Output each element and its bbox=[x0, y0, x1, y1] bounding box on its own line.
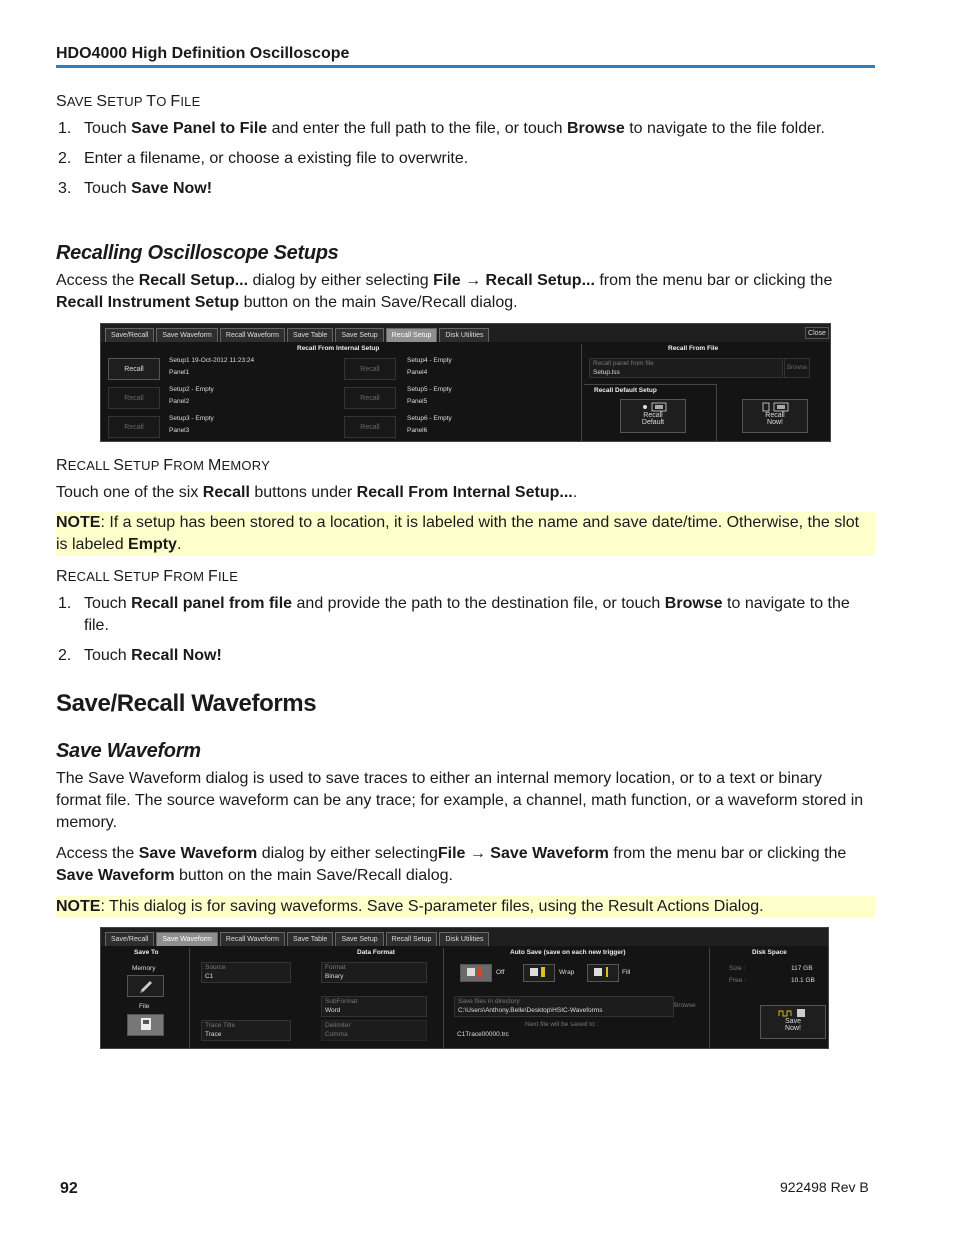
field-label: Trace Title bbox=[205, 1022, 236, 1029]
divider bbox=[189, 948, 190, 1048]
tab-bar bbox=[101, 324, 830, 342]
auto-save-header: Auto Save (save on each new trigger) bbox=[510, 949, 626, 956]
document-revision: 922498 Rev B bbox=[780, 1179, 869, 1195]
setup3-title: Setup3 - Empty bbox=[169, 415, 214, 422]
tab-save-table[interactable]: Save Table bbox=[287, 932, 334, 946]
tab-save-waveform[interactable]: Save Waveform bbox=[156, 932, 218, 946]
header-rule bbox=[56, 65, 875, 68]
source-field[interactable] bbox=[201, 962, 291, 983]
disk-space-header: Disk Space bbox=[752, 949, 787, 956]
save-now-icon bbox=[761, 1008, 825, 1018]
recall-button-6[interactable]: Recall bbox=[344, 416, 396, 438]
divider bbox=[709, 948, 710, 1048]
file-header: Recall From File bbox=[668, 345, 719, 352]
close-button[interactable]: Close bbox=[805, 327, 829, 339]
field-value: Word bbox=[325, 1007, 341, 1014]
directory-field[interactable] bbox=[454, 996, 674, 1017]
off-label: Off bbox=[496, 969, 505, 976]
field-value: C1 bbox=[205, 973, 214, 980]
setup4-title: Setup4 - Empty bbox=[407, 357, 452, 364]
recall-default-label-1: Recall bbox=[643, 412, 663, 419]
divider bbox=[443, 948, 444, 1048]
auto-save-fill-icon bbox=[591, 965, 615, 979]
save-file-icon bbox=[136, 1015, 156, 1033]
field-label: Format bbox=[325, 964, 346, 971]
setup1-panel: Panel1 bbox=[169, 369, 190, 376]
tab-save-waveform[interactable]: Save Waveform bbox=[156, 328, 218, 342]
setup1-title: Setup1 19-Oct-2012 11:23:24 bbox=[169, 357, 255, 364]
save-to-header: Save To bbox=[134, 949, 159, 956]
fill-label: Fill bbox=[622, 969, 631, 976]
heading-save-recall-waveforms: Save/Recall Waveforms bbox=[56, 690, 317, 717]
field-label: Source bbox=[205, 964, 226, 971]
recall-button-5[interactable]: Recall bbox=[344, 387, 396, 409]
heading-save-setup-to-file: SAVE SETUP TO FILE bbox=[56, 93, 201, 110]
setup5-title: Setup5 - Empty bbox=[407, 386, 452, 393]
save-waveform-dialog bbox=[100, 927, 829, 1049]
list-item: 1. Touch Save Panel to File and enter the full path to the file, or touch Browse to navigate to the file folder. bbox=[58, 120, 825, 137]
auto-save-off-icon bbox=[464, 965, 488, 979]
recall-setup-dialog bbox=[100, 323, 831, 442]
field-value: Setup.lss bbox=[593, 369, 620, 376]
divider bbox=[581, 344, 582, 441]
recall-default-label-2: Default bbox=[641, 419, 665, 426]
recall-default-button[interactable] bbox=[620, 399, 686, 433]
recall-now-label-1: Recall bbox=[765, 412, 785, 419]
tab-save-recall[interactable]: Save/Recall bbox=[105, 328, 154, 342]
tab-save-table[interactable]: Save Table bbox=[287, 328, 334, 342]
format-field[interactable] bbox=[321, 962, 427, 983]
field-value: Binary bbox=[325, 973, 344, 980]
size-label: Size : bbox=[729, 965, 746, 972]
recall-file-steps bbox=[56, 593, 866, 675]
recall-memory-paragraph: Touch one of the six Recall buttons under Recall From Internal Setup.... bbox=[56, 484, 578, 501]
recall-button-2[interactable]: Recall bbox=[108, 387, 160, 409]
setup2-title: Setup2 - Empty bbox=[169, 386, 214, 393]
auto-save-fill-button[interactable] bbox=[587, 964, 619, 982]
tab-save-setup[interactable]: Save Setup bbox=[335, 932, 383, 946]
heading-recall-from-memory: RECALL SETUP FROM MEMORY bbox=[56, 457, 270, 474]
setup4-panel: Panel4 bbox=[407, 369, 428, 376]
wrap-label: Wrap bbox=[559, 969, 575, 976]
next-file-value: C1Trace00000.trc bbox=[457, 1031, 509, 1038]
tab-recall-setup[interactable]: Recall Setup bbox=[386, 932, 438, 946]
tab-save-setup[interactable]: Save Setup bbox=[335, 328, 383, 342]
recall-now-label-2: Now! bbox=[767, 419, 783, 426]
page-number: 92 bbox=[60, 1180, 78, 1197]
field-label: Delimiter bbox=[325, 1022, 351, 1029]
setup6-title: Setup6 - Empty bbox=[407, 415, 452, 422]
field-value: C:\Users\Anthony.Belle\Desktop\HSIC-Waveforms bbox=[458, 1007, 603, 1014]
save-waveform-paragraph-2: Access the Save Waveform dialog by either selectingFile → Save Waveform from the menu bar or clicking the Save Waveform button on the main Save/Recall dialog. bbox=[56, 845, 847, 884]
field-value: Trace bbox=[205, 1031, 222, 1038]
save-setup-steps bbox=[56, 118, 846, 208]
save-now-label-1: Save bbox=[785, 1018, 801, 1025]
setup2-panel: Panel2 bbox=[169, 398, 190, 405]
save-waveform-paragraph-1: The Save Waveform dialog is used to save traces to either an internal memory location, or to a text or binary format file. The source waveform can be any trace; for example, a channel, math function, or a waveform stored in memory. bbox=[56, 770, 864, 831]
pencil-icon bbox=[136, 976, 156, 994]
field-label: SubFormat bbox=[325, 998, 358, 1005]
recall-default-icon bbox=[621, 402, 685, 412]
list-item: 1. Touch Recall panel from file and provide the path to the destination file, or touch Browse to navigate to the file. bbox=[58, 595, 850, 634]
browse-button[interactable]: Browse bbox=[784, 358, 810, 378]
tab-disk-utilities[interactable]: Disk Utilities bbox=[439, 932, 489, 946]
list-item: 2. Touch Recall Now! bbox=[58, 647, 222, 664]
save-now-label-2: Now! bbox=[785, 1025, 801, 1032]
divider bbox=[584, 384, 716, 385]
running-header: HDO4000 High Definition Oscilloscope bbox=[56, 45, 350, 62]
heading-recalling-setups: Recalling Oscilloscope Setups bbox=[56, 242, 339, 264]
tab-recall-waveform[interactable]: Recall Waveform bbox=[220, 328, 285, 342]
recall-now-button[interactable] bbox=[742, 399, 808, 433]
tab-recall-setup[interactable]: Recall Setup bbox=[386, 328, 438, 342]
trace-title-field[interactable] bbox=[201, 1020, 291, 1041]
file-label: File bbox=[139, 1003, 150, 1010]
save-now-button[interactable] bbox=[760, 1005, 826, 1039]
field-label: Save files in directory bbox=[458, 998, 520, 1005]
subformat-field[interactable] bbox=[321, 996, 427, 1017]
auto-save-off-button[interactable] bbox=[460, 964, 492, 982]
recall-button-4[interactable]: Recall bbox=[344, 358, 396, 380]
recall-panel-from-file-field[interactable] bbox=[589, 358, 783, 378]
auto-save-wrap-icon bbox=[527, 965, 551, 979]
tab-save-recall[interactable]: Save/Recall bbox=[105, 932, 154, 946]
divider bbox=[716, 384, 717, 441]
tab-bar bbox=[101, 928, 828, 946]
list-item: 3. Touch Save Now! bbox=[58, 180, 213, 197]
note-s-parameter: NOTE: This dialog is for saving waveforms. Save S-parameter files, using the Result Actions Dialog. bbox=[56, 896, 875, 918]
recall-button-3[interactable]: Recall bbox=[108, 416, 160, 438]
default-setup-header: Recall Default Setup bbox=[594, 387, 657, 394]
delimiter-field[interactable] bbox=[321, 1020, 427, 1041]
list-item: 2. Enter a filename, or choose a existing file to overwrite. bbox=[58, 150, 469, 167]
tab-recall-waveform[interactable]: Recall Waveform bbox=[220, 932, 285, 946]
recall-now-icon bbox=[743, 402, 807, 412]
free-label: Free : bbox=[729, 977, 746, 984]
size-value: 117 GB bbox=[791, 965, 813, 972]
memory-label: Memory bbox=[132, 965, 156, 972]
note-empty-slot: NOTE: If a setup has been stored to a location, it is labeled with the name and save date/time. Otherwise, the slot is labeled Empty. bbox=[56, 512, 875, 556]
field-value: Comma bbox=[325, 1031, 348, 1038]
memory-button[interactable] bbox=[127, 975, 164, 997]
setup6-panel: Panel6 bbox=[407, 427, 428, 434]
data-format-header: Data Format bbox=[357, 949, 395, 956]
next-file-label: Next file will be saved to : bbox=[525, 1021, 599, 1028]
heading-recall-from-file: RECALL SETUP FROM FILE bbox=[56, 568, 239, 585]
internal-setup-header: Recall From Internal Setup bbox=[297, 345, 380, 352]
auto-save-wrap-button[interactable] bbox=[523, 964, 555, 982]
setup5-panel: Panel5 bbox=[407, 398, 428, 405]
field-label: Recall panel from file bbox=[593, 360, 654, 367]
recalling-paragraph: Access the Recall Setup... dialog by either selecting File → Recall Setup... from the menu bar or clicking the Recall Instrument Setup button on the main Save/Recall dialog. bbox=[56, 272, 833, 311]
heading-save-waveform: Save Waveform bbox=[56, 740, 201, 762]
free-value: 10.1 GB bbox=[791, 977, 815, 984]
setup3-panel: Panel3 bbox=[169, 427, 190, 434]
file-button[interactable] bbox=[127, 1014, 164, 1036]
tab-disk-utilities[interactable]: Disk Utilities bbox=[439, 328, 489, 342]
browse-button[interactable]: Browse bbox=[674, 1002, 696, 1009]
recall-button-1[interactable]: Recall bbox=[108, 358, 160, 380]
